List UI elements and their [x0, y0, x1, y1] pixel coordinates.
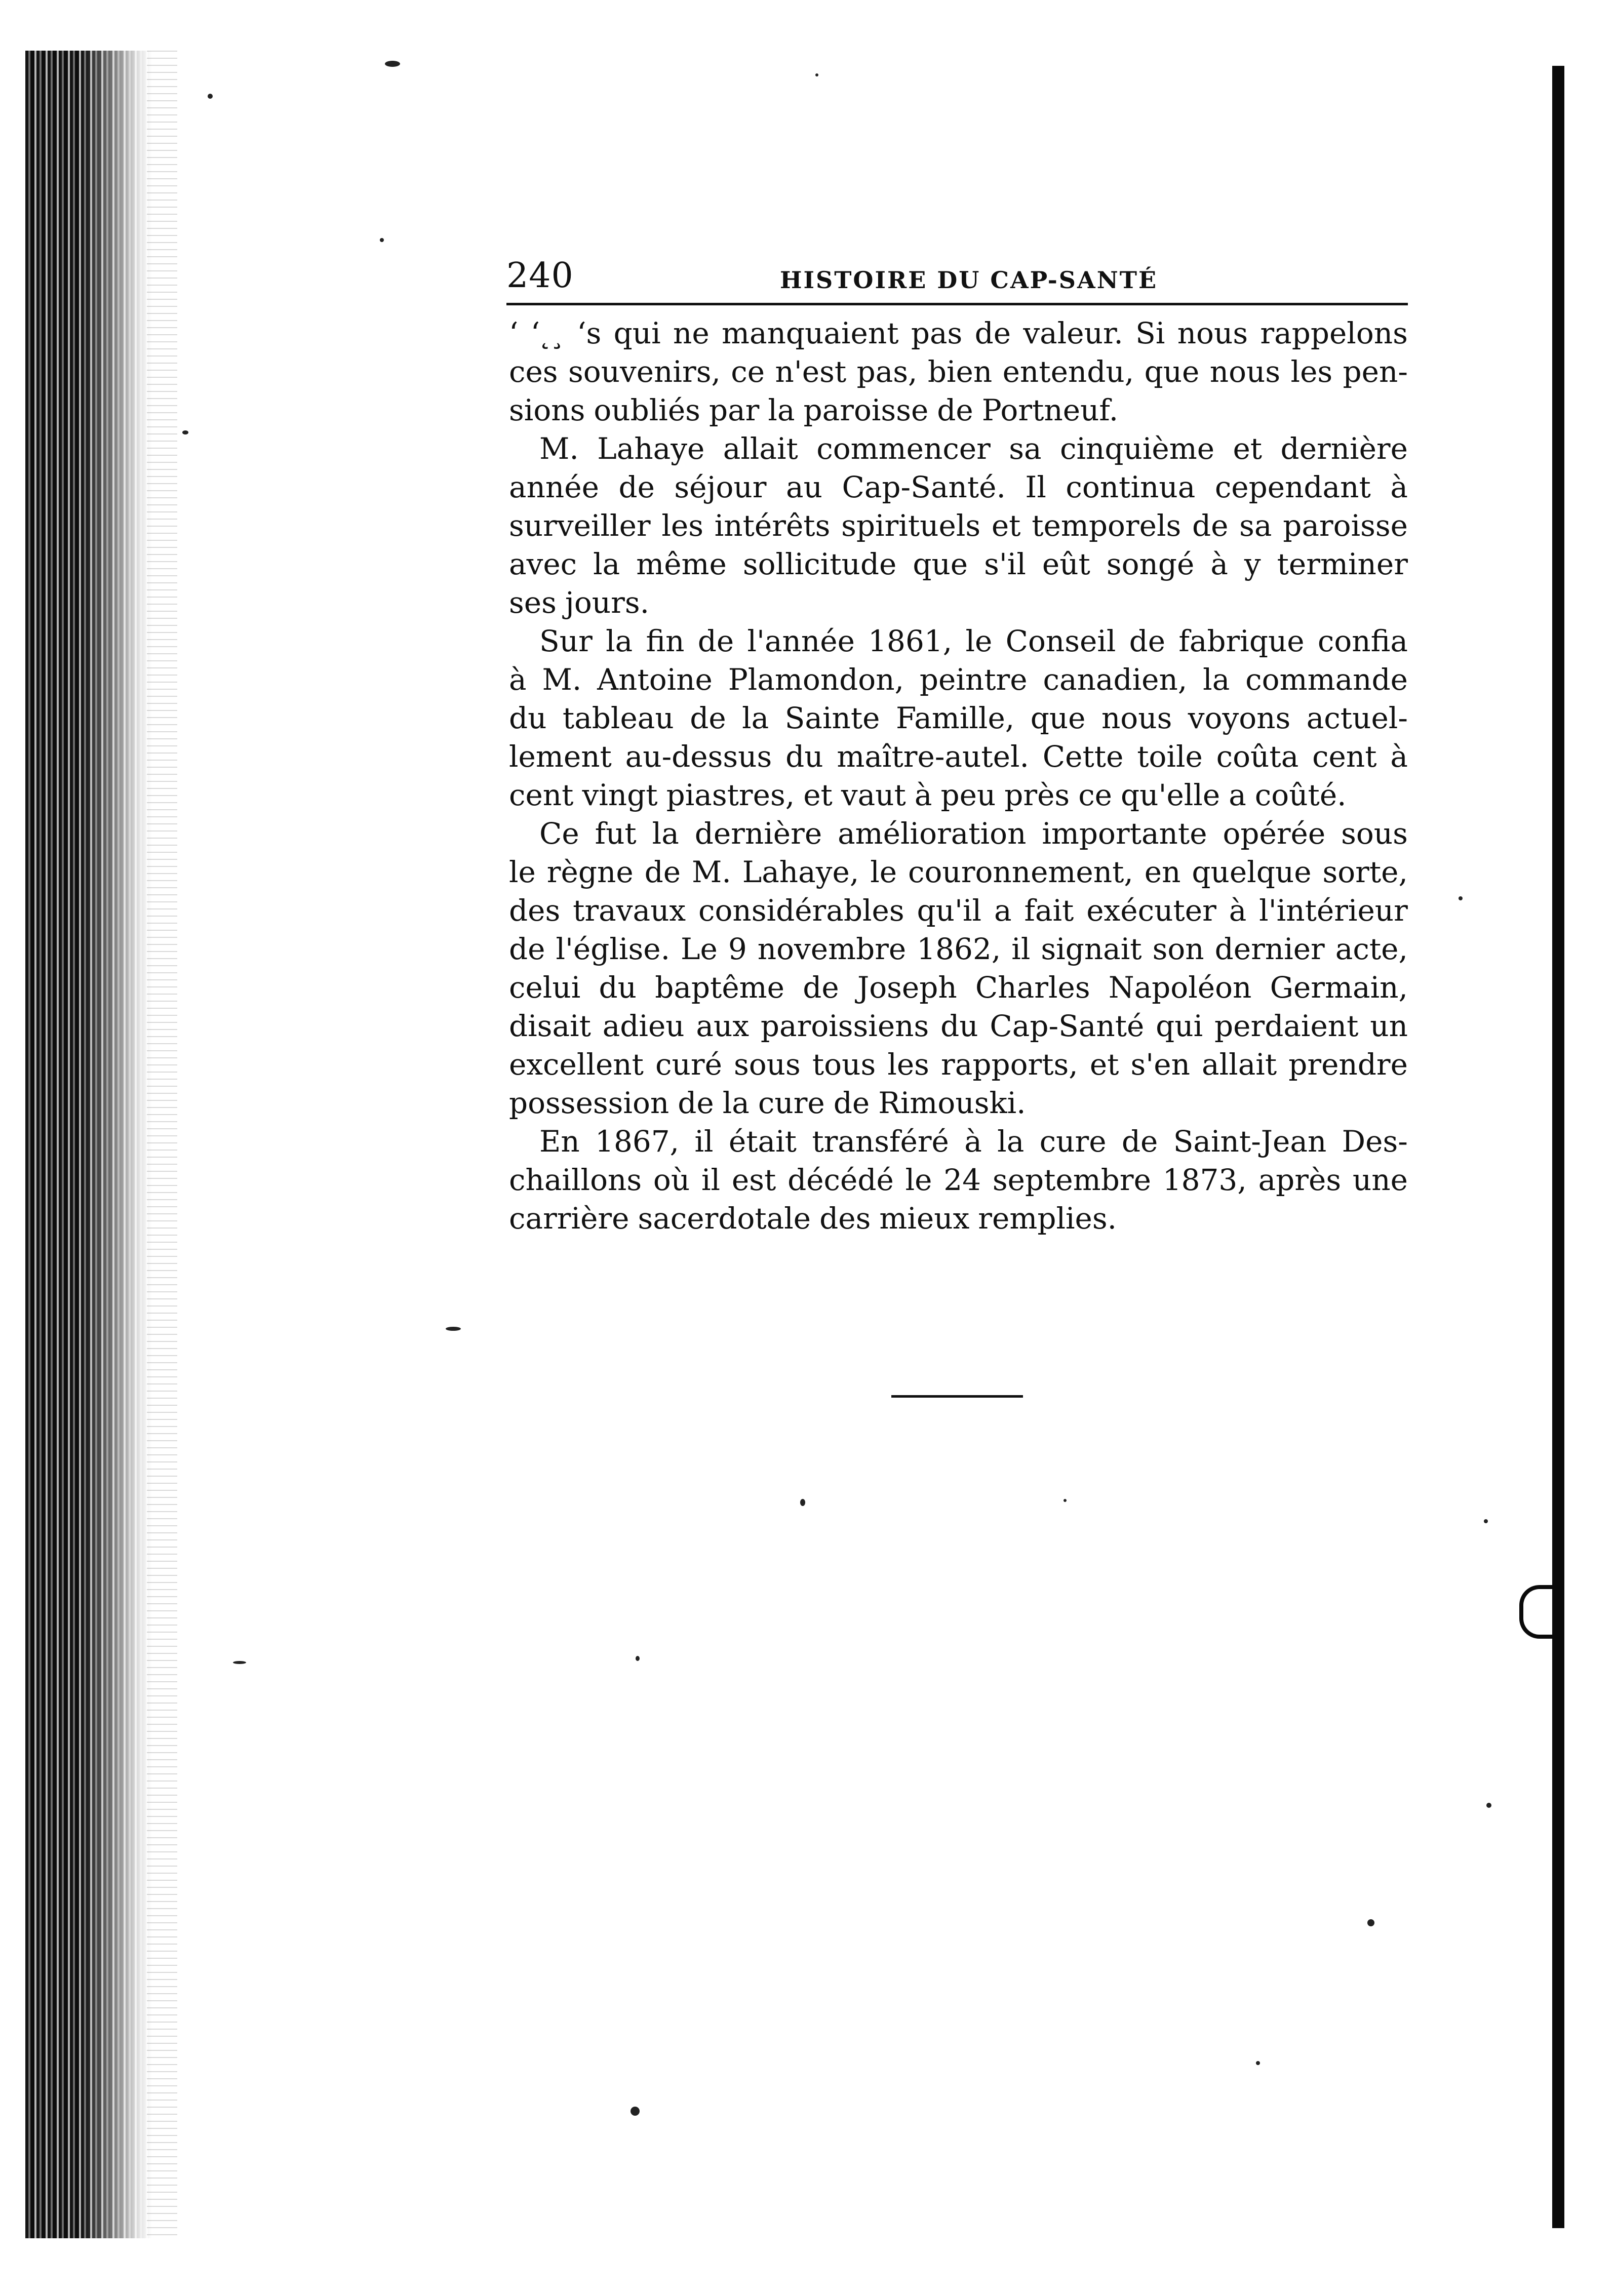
text-line	[509, 468, 1408, 506]
scan-speck	[1256, 2061, 1260, 2065]
word: Charles	[975, 970, 1090, 1005]
word: travaux	[573, 893, 686, 928]
text-line	[509, 1122, 1408, 1161]
word: s'en	[1130, 1047, 1190, 1082]
word: la	[742, 701, 769, 735]
word: remplies.	[978, 1201, 1117, 1236]
word: paroisse	[803, 393, 929, 427]
word: possession	[509, 1086, 669, 1120]
word: ces	[509, 354, 558, 389]
word: la	[652, 816, 679, 851]
word: à	[1390, 739, 1408, 774]
word: et	[1089, 1047, 1119, 1082]
word: transféré	[812, 1124, 949, 1159]
word: des	[819, 1201, 871, 1236]
word: de	[974, 316, 1011, 350]
word: coûta	[1216, 739, 1299, 774]
scan-speck	[182, 430, 188, 434]
word: adieu	[602, 1009, 685, 1043]
word: fut	[595, 816, 637, 851]
word: les	[1290, 354, 1333, 389]
word: le	[870, 855, 897, 889]
word: toile	[1137, 739, 1203, 774]
word: amélioration	[838, 816, 1027, 851]
word: souvenirs,	[568, 354, 721, 389]
word: bien	[927, 354, 993, 389]
word: la	[1203, 662, 1230, 697]
word: peu	[940, 778, 996, 812]
text-line	[509, 391, 1408, 429]
body-text	[509, 314, 1408, 1238]
word: à	[1229, 893, 1247, 928]
word: dernière	[1280, 431, 1408, 466]
word: est	[731, 1163, 776, 1197]
word: aux	[696, 1009, 750, 1043]
word: Famille,	[895, 701, 1015, 735]
word: surveiller	[509, 508, 651, 543]
word: de	[937, 393, 973, 427]
running-title: HISTOIRE DU CAP-SANTÉ	[780, 266, 1158, 294]
word: Antoine	[597, 662, 713, 697]
word: de	[644, 855, 681, 889]
word: vaut	[841, 778, 906, 812]
word: les	[661, 508, 703, 543]
word: sollicitude	[742, 547, 897, 581]
word: entendu,	[1002, 354, 1134, 389]
scan-speck	[380, 238, 384, 242]
word: de	[833, 1086, 870, 1120]
scan-speck	[815, 73, 818, 76]
word: voyons	[1188, 701, 1291, 735]
word: sions	[509, 393, 585, 427]
word: M.	[691, 855, 731, 889]
word: que	[1144, 354, 1200, 389]
word: qu'elle	[1121, 778, 1220, 812]
word: actuel-	[1306, 701, 1408, 735]
scan-speck	[1367, 1919, 1374, 1926]
word: il	[694, 1124, 714, 1159]
word: opérée	[1223, 816, 1326, 851]
word: ne	[673, 316, 710, 350]
word: chaillons	[509, 1163, 642, 1197]
word: l'église.	[556, 932, 671, 966]
word: acte,	[1335, 932, 1408, 966]
word: oubliés	[594, 393, 700, 427]
word: terminer	[1277, 547, 1408, 581]
word: par	[708, 393, 760, 427]
word: dernier	[1214, 932, 1325, 966]
text-line	[509, 660, 1408, 699]
word: 1861,	[868, 624, 953, 658]
word: que	[913, 547, 968, 581]
word: lement	[509, 739, 612, 774]
word: disait	[509, 1009, 591, 1043]
word: tous	[812, 1047, 876, 1082]
word: au-dessus	[625, 739, 772, 774]
text-line	[509, 583, 1408, 622]
word: nous	[1101, 701, 1172, 735]
word: du	[509, 701, 547, 735]
word: M.	[542, 662, 582, 697]
word: sorte,	[1322, 855, 1408, 889]
text-line	[509, 1161, 1408, 1199]
word: la	[997, 1124, 1025, 1159]
word: cent	[509, 778, 574, 812]
scan-right-notch	[1519, 1585, 1559, 1639]
word: de	[618, 470, 655, 504]
word: cependant	[1214, 470, 1371, 504]
word: le	[965, 624, 993, 658]
word: Ce	[539, 816, 579, 851]
word: continua	[1066, 470, 1196, 504]
end-rule	[891, 1395, 1023, 1398]
word: sa	[1009, 431, 1042, 466]
scan-speck	[208, 94, 213, 99]
word: exécuter	[1086, 893, 1216, 928]
word: a	[1229, 778, 1246, 812]
word: ce	[731, 354, 765, 389]
word: Lahaye	[597, 431, 705, 466]
word: ʻ	[530, 316, 540, 350]
word: en	[1144, 855, 1181, 889]
word: Il	[1025, 470, 1046, 504]
word: un	[1370, 1009, 1408, 1043]
word: la	[768, 393, 795, 427]
word: qu'il	[917, 893, 982, 928]
word: septembre	[992, 1163, 1151, 1197]
word: sa	[1239, 508, 1272, 543]
word: jours.	[565, 585, 650, 620]
word: couronnement,	[908, 855, 1133, 889]
word: fait	[1024, 893, 1074, 928]
word: tableau	[562, 701, 674, 735]
text-line	[509, 891, 1408, 930]
word: était	[728, 1124, 797, 1159]
word: après	[1258, 1163, 1342, 1197]
word: de	[697, 624, 734, 658]
word: la	[606, 624, 633, 658]
text-line	[509, 699, 1408, 737]
word: quelque	[1192, 855, 1312, 889]
word: la	[722, 1086, 750, 1120]
word: de	[803, 970, 839, 1005]
word: une	[1352, 1163, 1408, 1197]
word: eût	[1042, 547, 1090, 581]
header-rule	[506, 303, 1408, 305]
word: curé	[655, 1047, 722, 1082]
text-line	[509, 814, 1408, 853]
word: pas	[911, 316, 963, 350]
word: à	[964, 1124, 982, 1159]
word: où	[653, 1163, 690, 1197]
word: vingt	[582, 778, 658, 812]
text-line	[509, 853, 1408, 891]
scan-speck	[1486, 1803, 1491, 1808]
word: Portneuf.	[981, 393, 1119, 427]
word: 1862,	[917, 932, 1001, 966]
word: Plamondon,	[728, 662, 904, 697]
scan-speck	[233, 1661, 246, 1664]
word: de	[509, 932, 545, 966]
text-line	[509, 1084, 1408, 1122]
word: maître-autel.	[837, 739, 1029, 774]
word: 1867,	[595, 1124, 680, 1159]
word: ce	[1078, 778, 1113, 812]
word: baptême	[655, 970, 785, 1005]
text-line	[509, 506, 1408, 545]
word: à	[509, 662, 527, 697]
running-head	[506, 253, 1408, 299]
word: Si	[1135, 316, 1165, 350]
word: valeur.	[1023, 316, 1123, 350]
text-line	[509, 622, 1408, 660]
word: Sur	[539, 624, 593, 658]
word: cure	[1039, 1124, 1107, 1159]
text-line	[509, 1199, 1408, 1238]
word: Cap-Santé	[990, 1009, 1145, 1043]
word: celui	[509, 970, 581, 1005]
word: paroissiens	[760, 1009, 929, 1043]
page-number: 240	[506, 256, 574, 296]
word: y	[1244, 547, 1261, 581]
scan-speck	[385, 61, 400, 67]
word: rapports,	[941, 1047, 1078, 1082]
word: songé	[1106, 547, 1195, 581]
word: de	[678, 1086, 714, 1120]
word: excellent	[509, 1047, 644, 1082]
word: des	[509, 893, 561, 928]
word: l'année	[747, 624, 855, 658]
text-line	[509, 930, 1408, 968]
word: prendre	[1288, 1047, 1408, 1082]
word: peintre	[919, 662, 1028, 697]
word: pen-	[1343, 354, 1408, 389]
text-line	[509, 968, 1408, 1007]
word: Napoléon	[1108, 970, 1252, 1005]
text-line	[509, 776, 1408, 814]
scan-left-edge	[25, 51, 152, 2238]
word: et	[991, 508, 1021, 543]
word: à	[914, 778, 932, 812]
word: même	[636, 547, 727, 581]
word: Cap-Santé.	[842, 470, 1006, 504]
word: 1873,	[1162, 1163, 1247, 1197]
word: commande	[1245, 662, 1408, 697]
word: manquaient	[722, 316, 899, 350]
word: Germain,	[1270, 970, 1408, 1005]
word: intérêts	[714, 508, 831, 543]
word: séjour	[674, 470, 767, 504]
text-line	[509, 737, 1408, 776]
word: importante	[1042, 816, 1207, 851]
word: au	[786, 470, 822, 504]
word: de	[1129, 624, 1166, 658]
word: du	[785, 739, 823, 774]
scan-speck	[636, 1656, 640, 1661]
word: Le	[681, 932, 718, 966]
word: carrière	[509, 1201, 629, 1236]
scan-speck	[1484, 1519, 1488, 1523]
word: pas,	[856, 354, 918, 389]
word: et	[803, 778, 833, 812]
word: Lahaye,	[742, 855, 859, 889]
word: 9	[728, 932, 747, 966]
word: temporels	[1032, 508, 1181, 543]
word: règne	[546, 855, 634, 889]
text-line	[509, 1045, 1408, 1084]
word: perdaient	[1214, 1009, 1359, 1043]
word: sous	[1341, 816, 1408, 851]
word: de	[690, 701, 726, 735]
word: allait	[723, 431, 798, 466]
word: la	[593, 547, 620, 581]
word: spirituels	[841, 508, 981, 543]
word: En	[539, 1124, 580, 1159]
scan-speck	[1063, 1499, 1067, 1502]
word: Rimouski.	[878, 1086, 1026, 1120]
word: et	[1233, 431, 1263, 466]
word: cure	[758, 1086, 825, 1120]
word: à	[1210, 547, 1228, 581]
word: novembre	[757, 932, 907, 966]
word: s'il	[984, 547, 1026, 581]
word: rappelons	[1260, 316, 1408, 350]
text-line	[509, 314, 1408, 352]
word: a	[994, 893, 1012, 928]
text-line	[509, 1007, 1408, 1045]
word: cinquième	[1060, 431, 1215, 466]
scan-speck	[631, 2107, 640, 2116]
word: qui	[613, 316, 661, 350]
word: qui	[1156, 1009, 1203, 1043]
word: Sainte	[784, 701, 880, 735]
word: nous	[1209, 354, 1281, 389]
word: considérables	[698, 893, 904, 928]
word: les	[887, 1047, 929, 1082]
word: ses	[509, 585, 557, 620]
word: Cette	[1042, 739, 1124, 774]
word: l'intérieur	[1259, 893, 1408, 928]
word: de	[1192, 508, 1229, 543]
word: nous	[1177, 316, 1248, 350]
scan-speck	[446, 1327, 461, 1331]
word: ʻ	[509, 316, 519, 350]
scan-speck	[1459, 896, 1463, 900]
word: ʻs	[577, 316, 602, 350]
word: fabrique	[1178, 624, 1305, 658]
word: piastres,	[666, 778, 795, 812]
text-line	[509, 545, 1408, 583]
word: Joseph	[857, 970, 957, 1005]
word: avec	[509, 547, 577, 581]
word: le	[905, 1163, 932, 1197]
word: cent	[1312, 739, 1377, 774]
word: il	[1011, 932, 1031, 966]
scan-left-edge-noise	[147, 51, 177, 2238]
word: mieux	[879, 1201, 970, 1236]
word: le	[509, 855, 536, 889]
word: du	[599, 970, 637, 1005]
word: confia	[1317, 624, 1408, 658]
word: M.	[539, 431, 579, 466]
word: signait	[1041, 932, 1142, 966]
word: près	[1004, 778, 1070, 812]
word: il	[701, 1163, 721, 1197]
word: 24	[943, 1163, 981, 1197]
word: décédé	[787, 1163, 894, 1197]
word: que	[1030, 701, 1086, 735]
word: de	[1121, 1124, 1158, 1159]
word: n'est	[775, 354, 847, 389]
word: allait	[1202, 1047, 1277, 1082]
scan-speck	[800, 1499, 805, 1506]
word: sous	[733, 1047, 801, 1082]
scan-right-edge	[1552, 66, 1564, 2228]
text-line	[509, 352, 1408, 391]
word: commencer	[816, 431, 991, 466]
word: Saint-Jean	[1173, 1124, 1327, 1159]
word: canadien,	[1043, 662, 1188, 697]
word: année	[509, 470, 599, 504]
word: du	[940, 1009, 978, 1043]
word: à	[1390, 470, 1408, 504]
word: dernière	[694, 816, 822, 851]
word: son	[1152, 932, 1204, 966]
word: Conseil	[1005, 624, 1116, 658]
word: fin	[646, 624, 685, 658]
word: sacerdotale	[638, 1201, 811, 1236]
text-line	[509, 429, 1408, 468]
word: coûté.	[1254, 778, 1347, 812]
word: paroisse	[1283, 508, 1408, 543]
word: Des-	[1342, 1124, 1408, 1159]
